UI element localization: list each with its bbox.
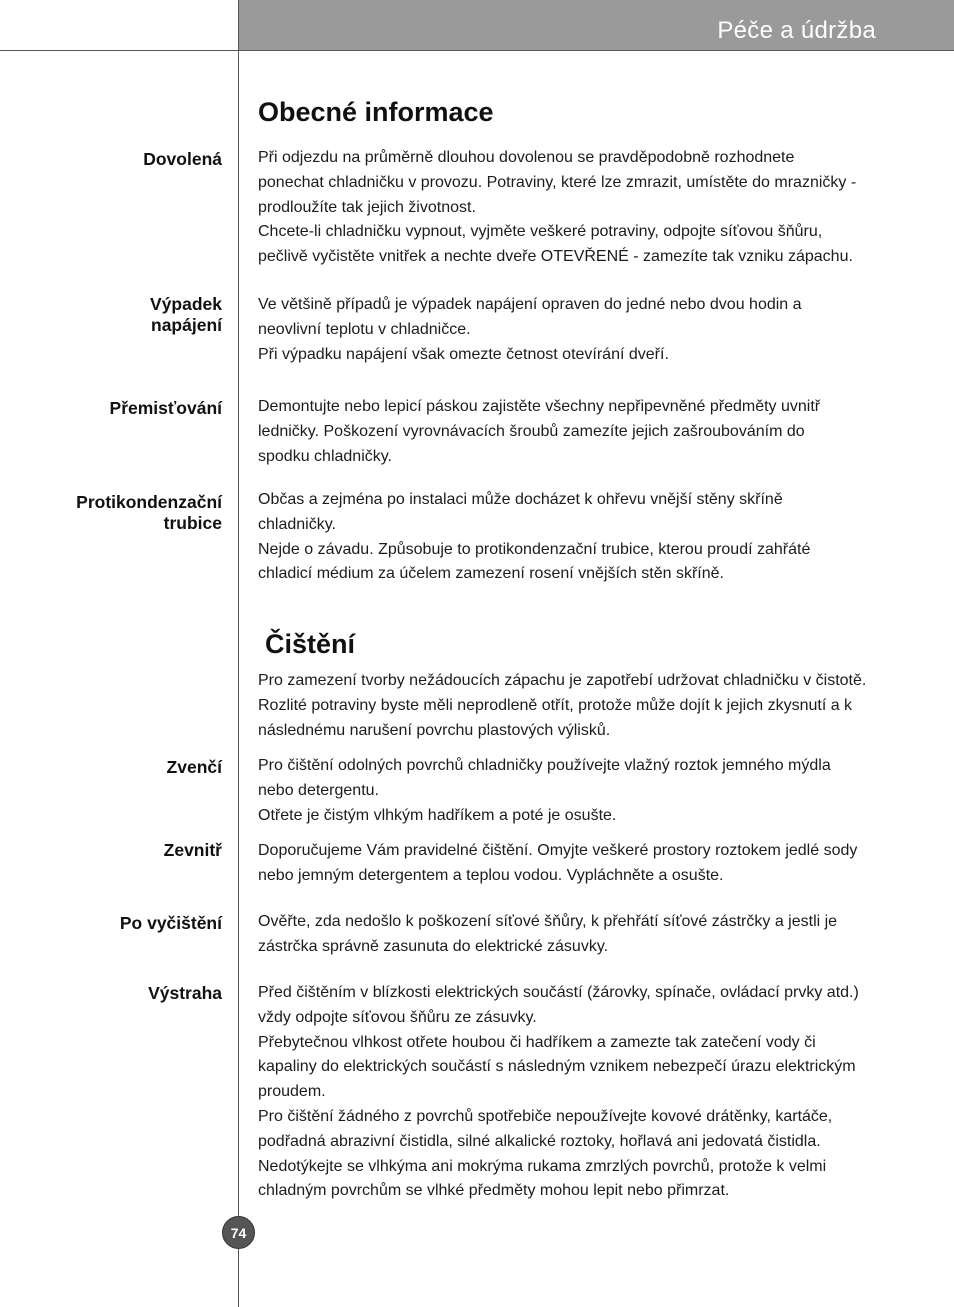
label-anticondensation-pipe: Protikondenzační trubice (76, 492, 222, 533)
header-bar (239, 0, 954, 51)
label-outside: Zvenčí (166, 757, 222, 777)
text-inside: Doporučujeme Vám pravidelné čištění. Omyjte veškeré prostory roztokem jedlé sody nebo jemným detergentem a teplou vodou. Vypláchněte a osušte. (258, 842, 858, 884)
label-moving: Přemisťování (109, 398, 222, 418)
text-vacation: Při odjezdu na průměrně dlouhou dovolenou se pravděpodobně rozhodnete ponechat chladničku v provozu. Potraviny, které lze zmrazit, umístěte do mrazničky - prodloužíte tak jejich životnost. Chcete-li chladničku vypnout, vyjměte veškeré potraviny, odpojte síťovou šňůru, pečlivě vyčistěte vnitřek a nechte dveře OTEVŘENÉ - zamezíte tak vzniku zápachu. (258, 149, 857, 266)
label-vacation: Dovolená (143, 149, 222, 169)
section-title-general: Obecné informace (258, 97, 494, 127)
label-inside: Zevnitř (163, 840, 222, 860)
header-divider (0, 50, 239, 51)
text-warning: Před čištěním v blízkosti elektrických součástí (žárovky, spínače, ovládací prvky atd.) vždy odpojte síťovou šňůru ze zásuvky. Přebytečnou vlhkost otřete houbou či hadříkem a zamezte tak zatečení vody či kapaliny do elektrických součástí s následným vznikem nebezpečí úrazu elektrickým proudem. Pro čištění žádného z povrchů spotřebiče nepoužívejte kovové drátěnky, kartáče, podřadná abrazivní čistidla, silné alkalické roztoky, hořlavá ani jedovatá čistidla. Nedotýkejte se vlhkýma ani mokrýma rukama zmrzlých povrchů, protože k velmi chladným povrchům se vlhké předměty mohou lepit nebo přimrzat. (258, 984, 859, 1200)
page-number-badge: 74 (222, 1216, 255, 1249)
column-divider (238, 0, 239, 1307)
text-cleaning-intro: Pro zamezení tvorby nežádoucích zápachu je zapotřebí udržovat chladničku v čistotě. Rozlité potraviny byste měli neprodleně otřít, protože může dojít k jejich zkysnutí a k následnému narušení povrchu plastových výlisků. (258, 672, 867, 739)
label-warning: Výstraha (148, 983, 222, 1003)
text-after-cleaning: Ověřte, zda nedošlo k poškození síťové šňůry, k přehřátí síťové zástrčky a jestli je zástrčka správně zasunuta do elektrické zásuvky. (258, 913, 838, 955)
section-title-cleaning: Čištění (265, 629, 356, 659)
text-outside: Pro čištění odolných povrchů chladničky používejte vlažný roztok jemného mýdla nebo detergentu. Otřete je čistým vlhkým hadříkem a poté je osušte. (258, 757, 831, 824)
header-title: Péče a údržba (717, 17, 876, 44)
label-power-outage: Výpadek napájení (150, 294, 222, 335)
label-after-cleaning: Po vyčištění (119, 913, 222, 933)
text-anticondensation-pipe: Občas a zejména po instalaci může docházet k ohřevu vnější stěny skříně chladničky. Nejde o závadu. Způsobuje to protikondenzační trubice, kterou proudí zahřáté chladicí médium za účelem zamezení rosení vnějších stěn skříně. (258, 491, 811, 583)
text-power-outage: Ve většině případů je výpadek napájení opraven do jedné nebo dvou hodin a neovlivní teplotu v chladničce. Při výpadku napájení však omezte četnost otevírání dveří. (258, 296, 802, 363)
text-moving: Demontujte nebo lepicí páskou zajistěte všechny nepřipevněné předměty uvnitř ledničky. Poškození vyrovnávacích šroubů zamezíte jejich zašroubováním do spodku chladničky. (258, 398, 821, 465)
